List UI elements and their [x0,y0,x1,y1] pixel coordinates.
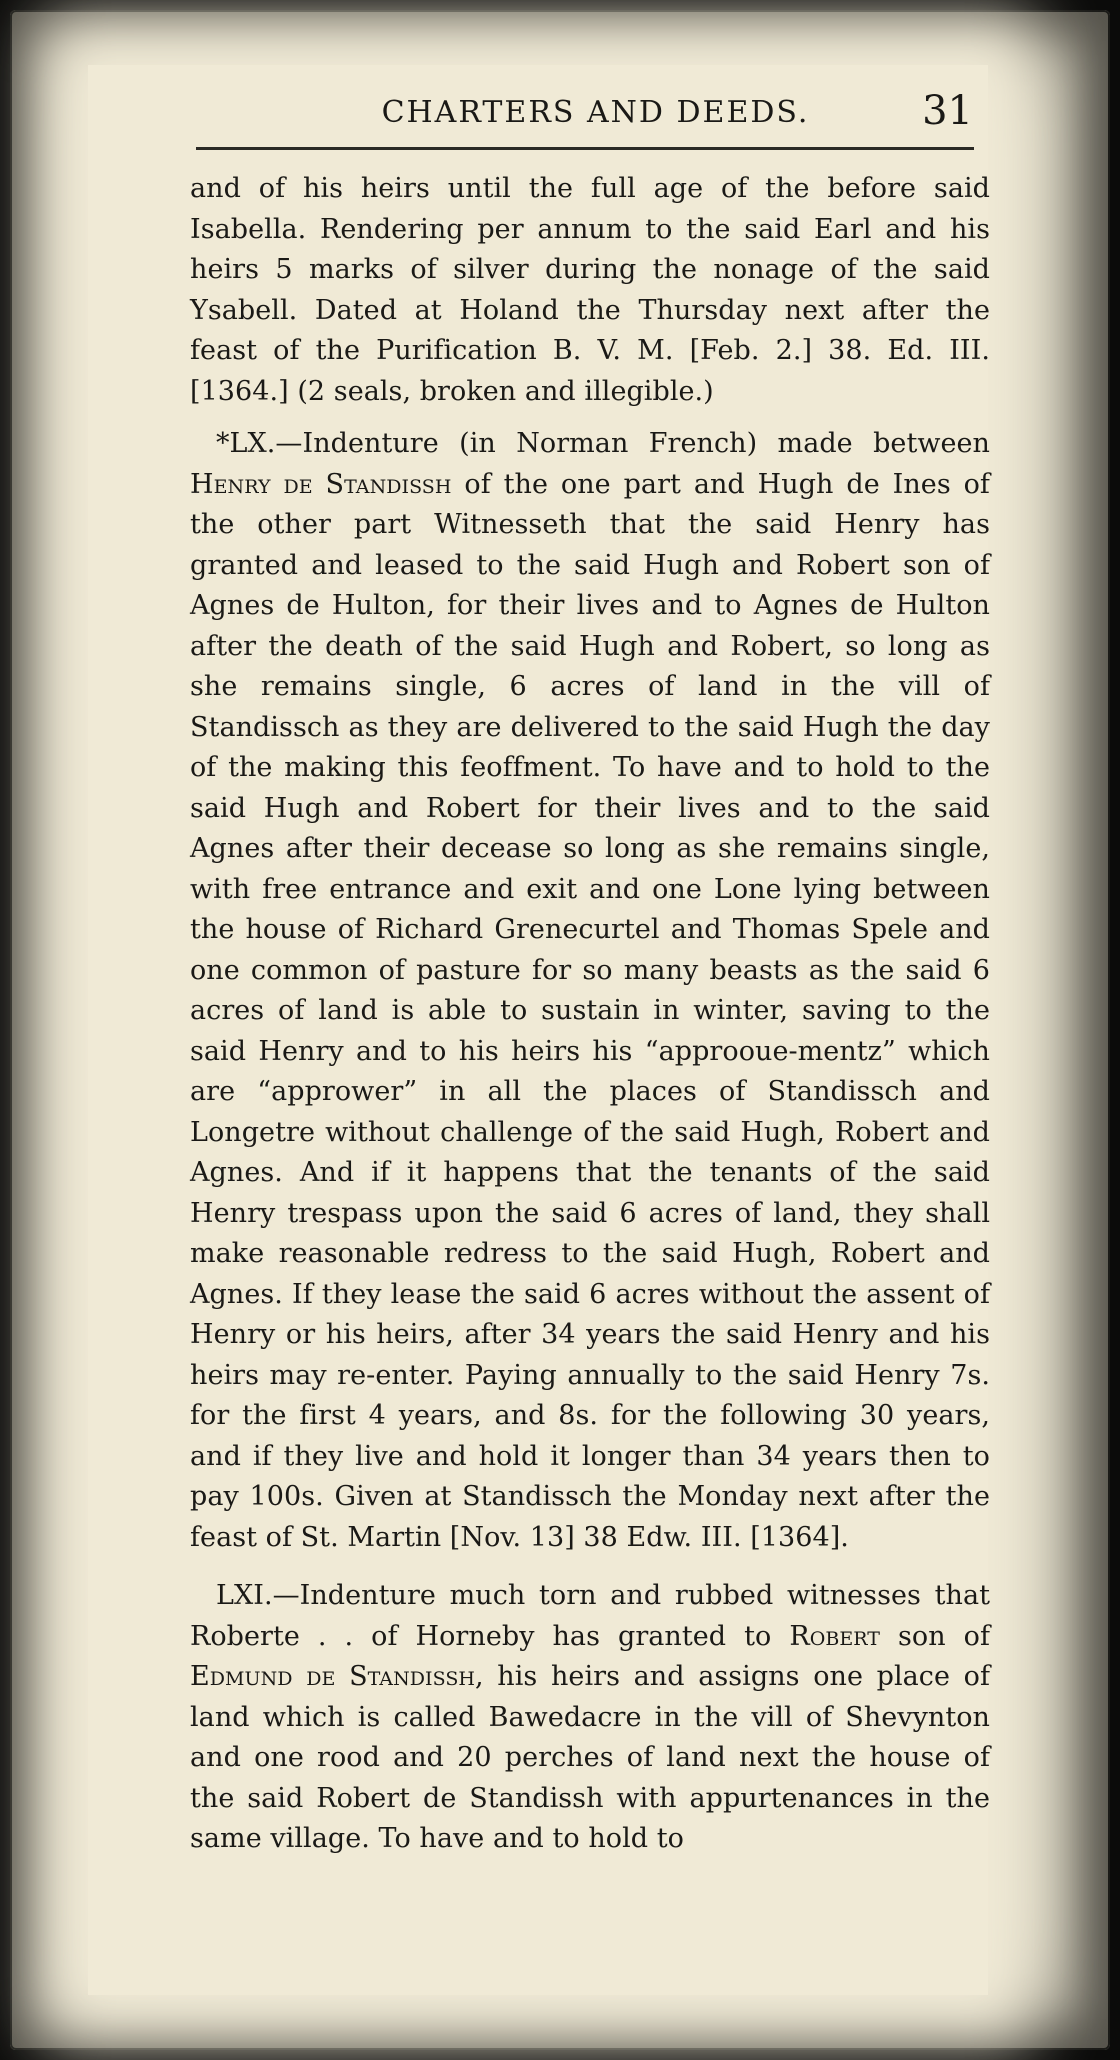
page-number: 31 [922,88,973,134]
entry-text: , his heirs and assigns one place of land which is called Bawedacre in the vill of Shevynton and one rood and 20 perches of land next the house of the said Robert de Standissh with appurtenances in the same village. To have and to hold to [190,1661,990,1854]
entry-lead: LXI.—Indenture much torn and rubbed witnesses that Roberte . . of Horneby has granted to [190,1580,990,1652]
page-header [188,88,973,153]
running-head: CHARTERS AND DEEDS. [381,95,810,130]
body-text [190,169,990,1860]
person-name: Henry de Standissh [190,468,452,500]
header-rule [196,147,974,150]
person-name: Edmund de Standissh [190,1661,476,1692]
person-name: Robert [789,1620,881,1652]
book-page [88,65,991,1995]
entry-text: of the one part and Hugh de Ines of the other part Witnesseth that the said Henry has granted and leased to the said Hugh and Robert son of Agnes de Hulton, for their lives and to Agnes de Hulton after the death of the said Hugh and Robert, so long as she remains single, 6 acres of land in the vill of Standissch as they are delivered to the said Hugh the day of the making this feoffment. To have and to hold to the said Hugh and Robert for their lives and to the said Agnes after their decease so long as she remains single, with free entrance and exit and one Lone lying between the house of Richard Grenecurtel and Thomas Spele and one common of pasture for so many beasts as the said 6 acres of land is able to sustain in winter, saving to the said Henry and to his heirs his “approoue-mentz” which are “apprower” in all the places of Standissch and Longetre without challenge of the said Hugh, Robert and Agnes. And if it happens that the tenants of the said Henry trespass upon the said 6 acres of land, they shall make reasonable redress to the said Hugh, Robert and Agnes. If they lease the said 6 acres without the assent of Henry or his heirs, after 34 years the said Henry and his heirs may re-enter. Paying annually to the said Henry 7s. for the first 4 years, and 8s. for the following 30 years, and if they live and hold it longer than 34 years then to pay 100s. Given at Standissch the Monday next after the feast of St. Martin [Nov. 13] 38 Edw. III. [1364]. [190,468,990,1553]
paragraph-continuation [190,169,990,412]
entry-text: son of [880,1620,991,1652]
paragraph-text: and of his heirs until the full age of the before said Isabella. Rendering per annum to the said Earl and his heirs 5 marks of silver during the nonage of the said Ysabell. Dated at Holand the Thursday next after the feast of the Purification B. V. M. [Feb. 2.] 38. Ed. III. [1364.] (2 seals, broken and illegible.) [190,173,990,407]
paragraph-lxi [190,1576,990,1860]
paragraph-lx [190,424,990,1558]
page-frame [10,10,1110,2050]
entry-lead: *LX.—Indenture (in Norman French) made between [216,428,990,459]
